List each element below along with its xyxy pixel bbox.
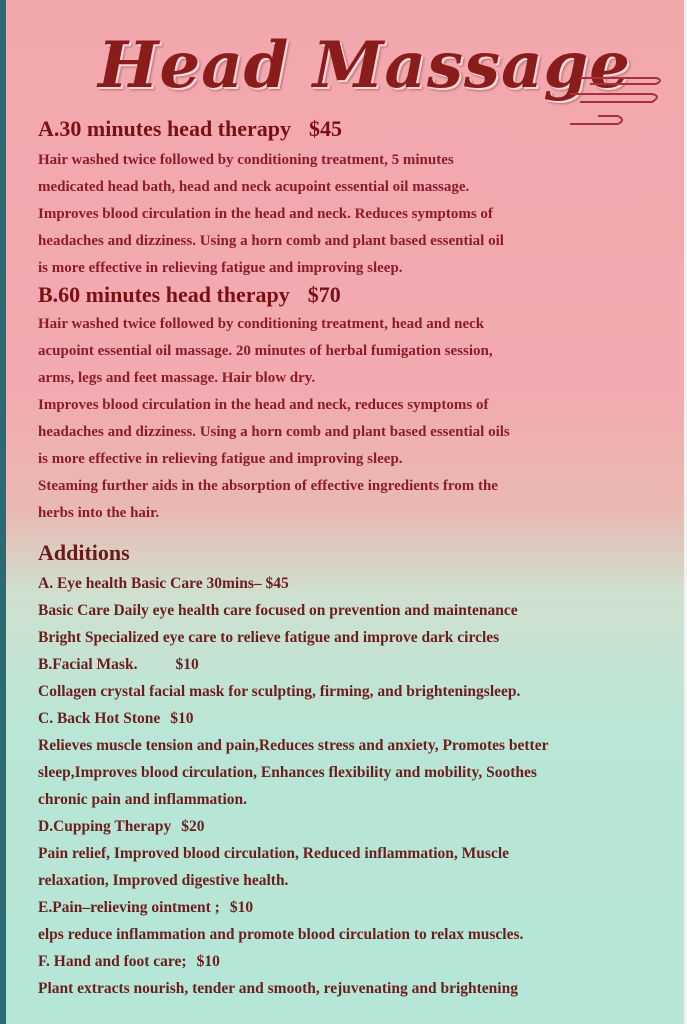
description-line: Improves blood circulation in the head and neck, reduces symptoms of — [38, 397, 489, 413]
addition-heading — [38, 948, 668, 975]
therapy-description — [38, 311, 668, 527]
addition-label: F. Hand and foot care; — [38, 953, 187, 970]
therapy-heading — [38, 116, 668, 142]
description-line: is more effective in relieving fatigue and improving sleep. — [38, 451, 403, 467]
addition-label: C. Back Hot Stone — [38, 710, 161, 727]
addition-price: $10 — [170, 710, 194, 727]
addition-label: B.Facial Mask. — [38, 656, 138, 673]
additions-section — [38, 540, 668, 1002]
addition-price: $10 — [175, 656, 199, 673]
addition-price: $45 — [265, 575, 289, 592]
description-line: headaches and dizziness. Using a horn comb and plant based essential oil — [38, 233, 504, 249]
description-line: acupoint essential oil massage. 20 minutes of herbal fumigation session, — [38, 343, 493, 359]
therapy-price: $70 — [307, 282, 341, 307]
addition-label: E.Pain–relieving ointment ; — [38, 899, 220, 916]
description-line: Steaming further aids in the absorption of effective ingredients from the — [38, 478, 498, 494]
therapy-heading — [38, 282, 668, 308]
therapy-price: $45 — [309, 116, 343, 141]
description-line: is more effective in relieving fatigue and improving sleep. — [38, 260, 403, 276]
addition-label: A. Eye health Basic Care 30mins– — [38, 575, 262, 592]
addition-line: elps reduce inflammation and promote blood circulation to relax muscles. — [38, 926, 524, 943]
therapy-a — [38, 116, 668, 282]
addition-heading — [38, 570, 668, 597]
description-line: Hair washed twice followed by conditioning treatment, head and neck — [38, 316, 485, 332]
addition-label: D.Cupping Therapy — [38, 818, 172, 835]
addition-line: sleep,Improves blood circulation, Enhances flexibility and mobility, Soothes — [38, 764, 537, 781]
addition-line: Plant extracts nourish, tender and smooth, rejuvenating and brightening — [38, 980, 518, 997]
addition-heading — [38, 651, 668, 678]
addition-heading — [38, 705, 668, 732]
addition-price: $10 — [196, 953, 220, 970]
description-line: Hair washed twice followed by conditioning treatment, 5 minutes — [38, 152, 454, 168]
left-frame-border — [0, 0, 6, 1024]
therapy-label: A.30 minutes head therapy — [38, 116, 292, 141]
therapy-description — [38, 147, 668, 282]
additions-list — [38, 570, 668, 1002]
addition-price: $20 — [181, 818, 205, 835]
addition-line: Relieves muscle tension and pain,Reduces stress and anxiety, Promotes better — [38, 737, 549, 754]
addition-line: chronic pain and inflammation. — [38, 791, 248, 808]
addition-heading — [38, 813, 668, 840]
therapy-b — [38, 282, 668, 527]
addition-line: relaxation, Improved digestive health. — [38, 872, 289, 889]
description-line: headaches and dizziness. Using a horn comb and plant based essential oils — [38, 424, 510, 440]
page-title: Head Massage — [98, 28, 631, 103]
therapy-label: B.60 minutes head therapy — [38, 282, 290, 307]
addition-heading — [38, 894, 668, 921]
addition-line: Pain relief, Improved blood circulation, Reduced inflammation, Muscle — [38, 845, 510, 862]
addition-line: Basic Care Daily eye health care focused on prevention and maintenance — [38, 602, 518, 619]
description-line: arms, legs and feet massage. Hair blow dry. — [38, 370, 316, 386]
addition-price: $10 — [229, 899, 254, 916]
description-line: Improves blood circulation in the head and neck. Reduces symptoms of — [38, 206, 493, 222]
addition-line: Bright Specialized eye care to relieve fatigue and improve dark circles — [38, 629, 500, 646]
description-line: medicated head bath, head and neck acupoint essential oil massage. — [38, 179, 470, 195]
addition-line: Collagen crystal facial mask for sculpting, firming, and brighteningsleep. — [38, 683, 521, 700]
additions-title: Additions — [38, 540, 130, 565]
description-line: herbs into the hair. — [38, 505, 160, 521]
